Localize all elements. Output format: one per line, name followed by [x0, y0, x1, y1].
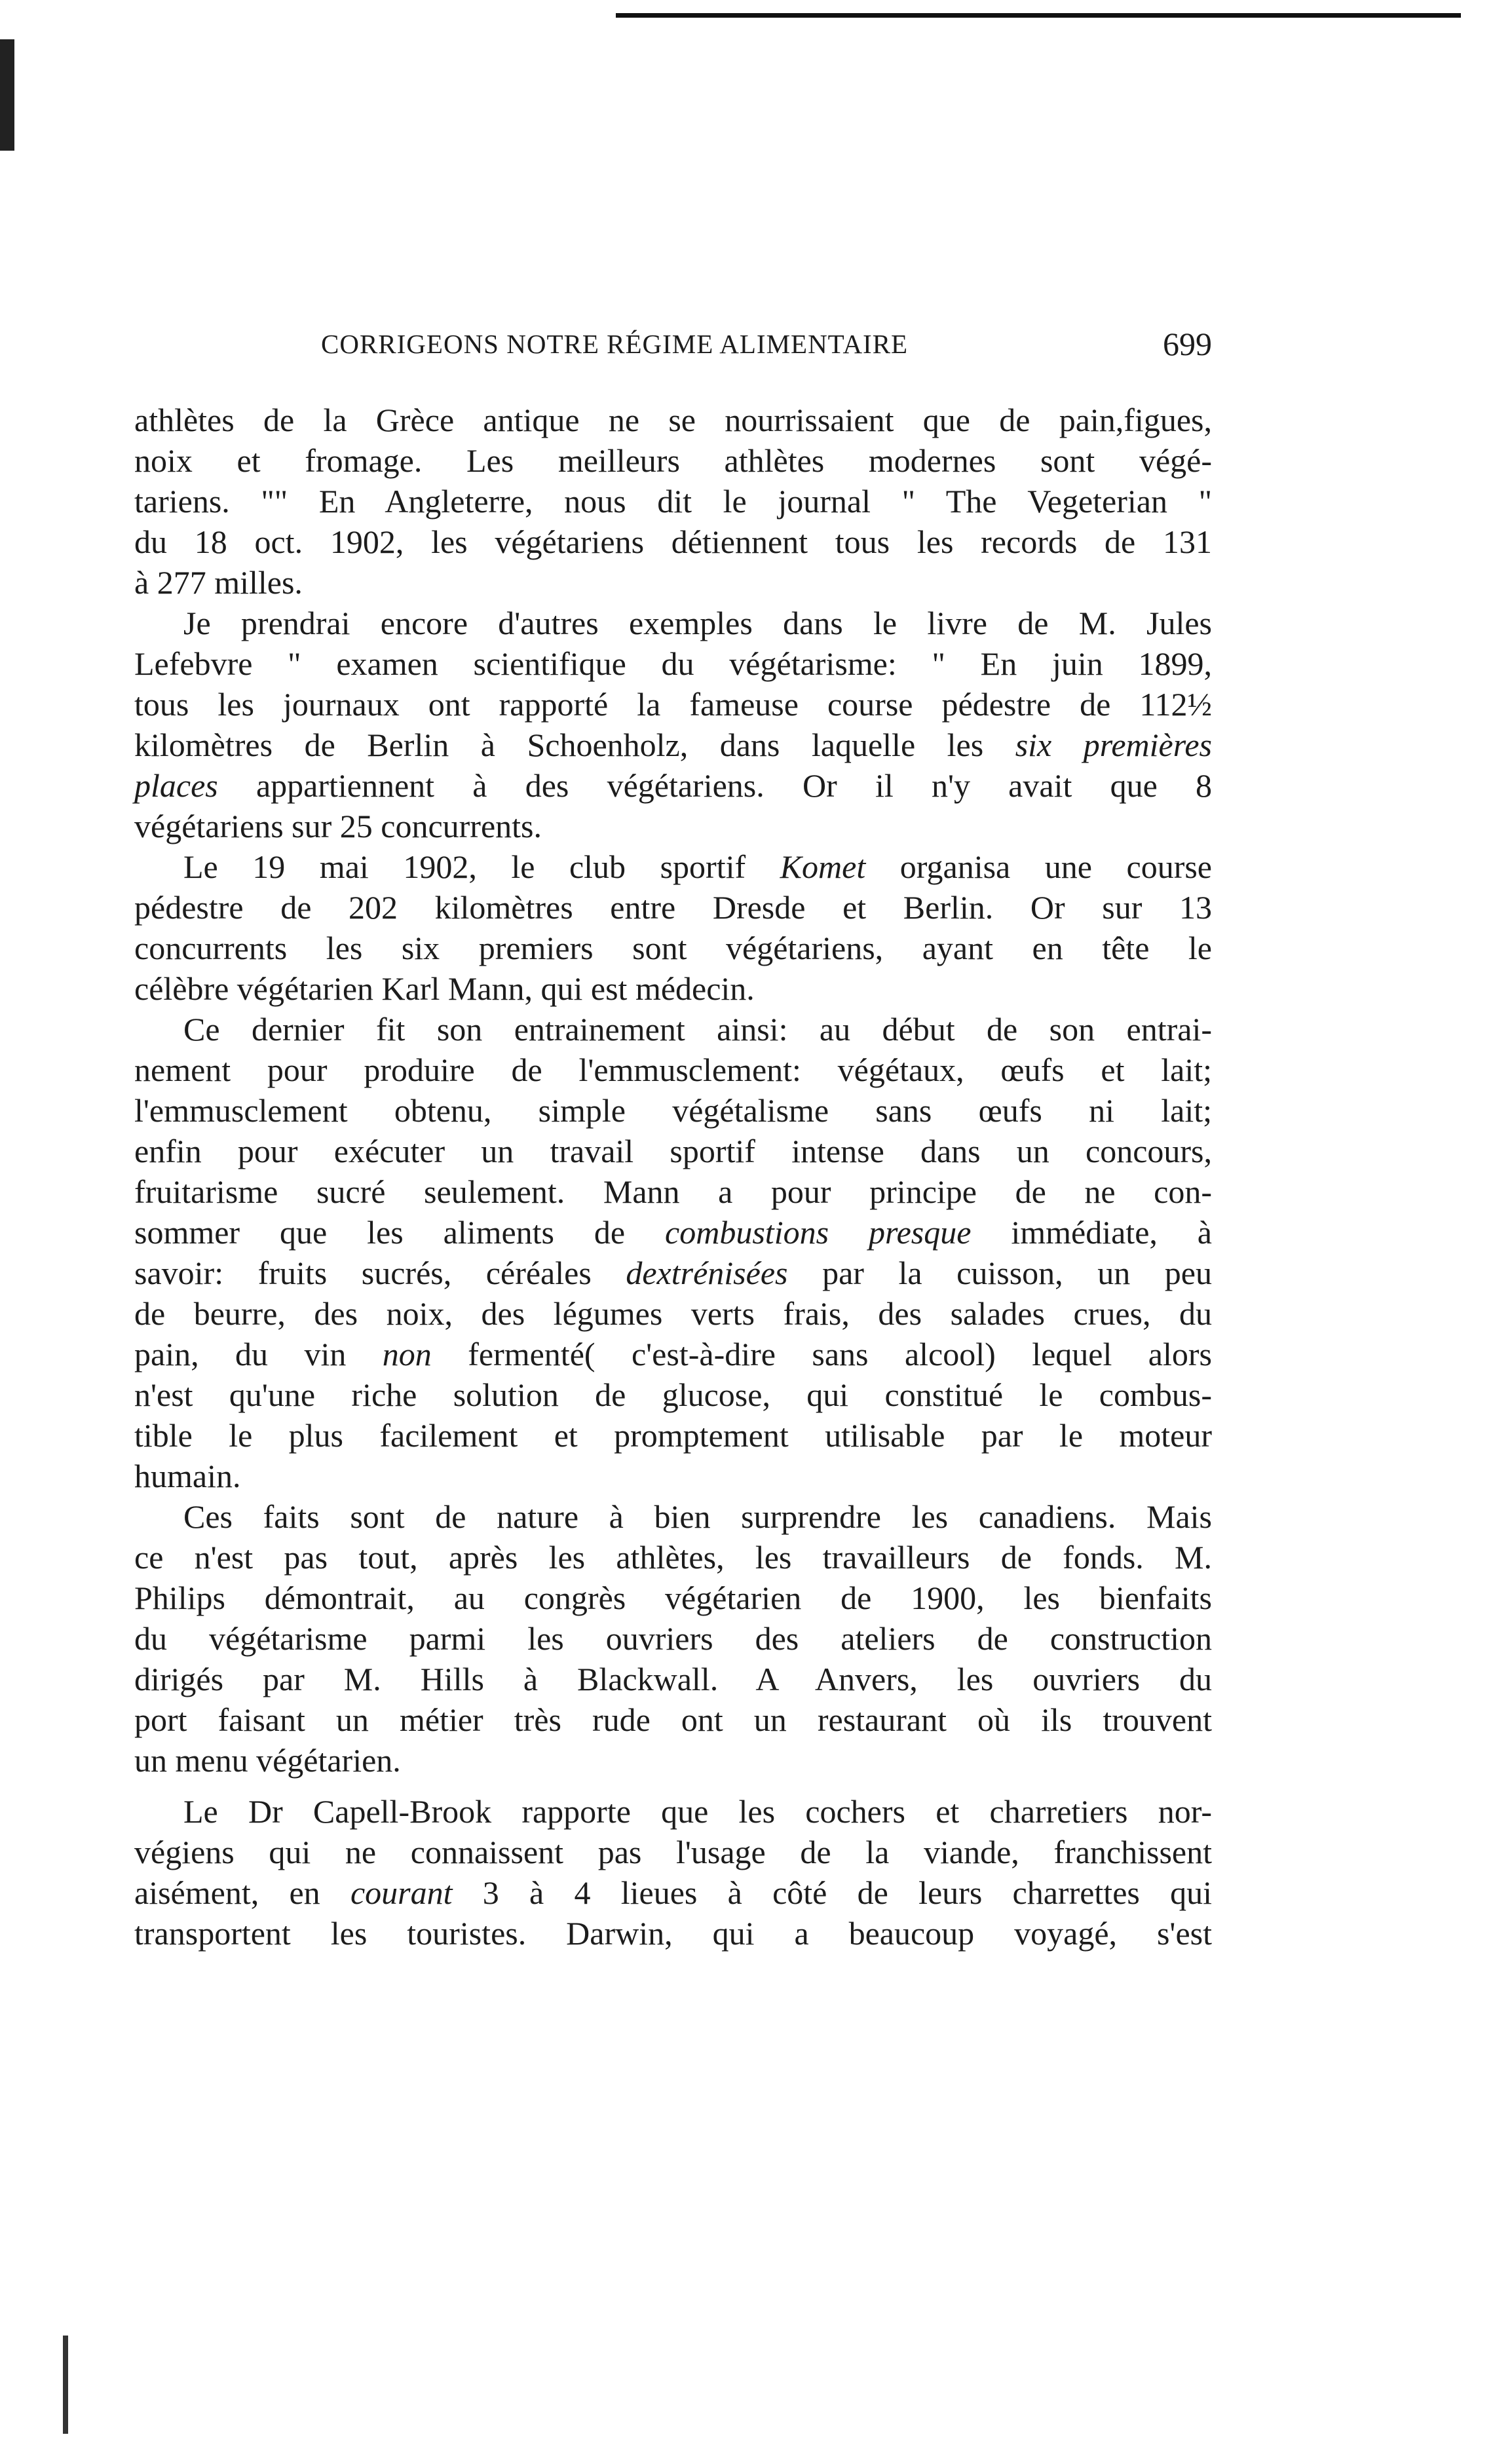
text-line: noix et fromage. Les meilleurs athlètes modernes sont végé-	[134, 442, 1212, 479]
emphasis: six premières	[1015, 727, 1212, 763]
text-run: savoir: fruits sucrés, céréales	[134, 1255, 626, 1291]
text-run: organisa une course	[865, 848, 1212, 885]
text-line: du végétarisme parmi les ouvriers des ateliers de construction	[134, 1620, 1212, 1657]
text-line: végétariens sur 25 concurrents.	[134, 808, 542, 844]
text-run: appartiennent à des végétariens. Or il n'y avait que 8	[217, 767, 1212, 804]
text-line	[134, 1212, 1212, 1253]
text-line	[134, 1872, 1212, 1913]
text-run: sommer que les aliments de	[134, 1214, 666, 1251]
text-run: pain, du vin	[134, 1336, 383, 1372]
text-run: aisément, en	[134, 1874, 350, 1911]
text-line: nement pour produire de l'emmusclement: végétaux, œufs et lait;	[134, 1051, 1212, 1088]
emphasis: combustions presque	[665, 1214, 972, 1251]
text-line: à 277 milles.	[134, 564, 303, 601]
text-line: humain.	[134, 1458, 241, 1494]
margin-mark	[63, 2336, 68, 2434]
text-run: par la cuisson, un peu	[787, 1255, 1212, 1291]
text-line: ce n'est pas tout, après les athlètes, les travailleurs de fonds. M.	[134, 1539, 1212, 1576]
text-line: tous les journaux ont rapporté la fameuse course pédestre de 112½	[134, 686, 1212, 723]
text-line: tible le plus facilement et promptement utilisable par le moteur	[134, 1417, 1212, 1454]
text-line: Je prendrai encore d'autres exemples dans le livre de M. Jules	[183, 605, 1212, 641]
text-line: pédestre de 202 kilomètres entre Dresde et Berlin. Or sur 13	[134, 889, 1212, 926]
text-run: immédiate, à	[971, 1214, 1212, 1251]
text-line: port faisant un métier très rude ont un restaurant où ils trouvent	[134, 1701, 1212, 1738]
emphasis: non	[382, 1336, 432, 1372]
text-line: du 18 oct. 1902, les végétariens détiennent tous les records de 131	[134, 523, 1212, 560]
page-header	[321, 324, 1212, 364]
emphasis: dextrénisées	[626, 1255, 788, 1291]
text-line: végiens qui ne connaissent pas l'usage de la viande, franchissent	[134, 1834, 1212, 1870]
text-run: fermenté( c'est-à-dire sans alcool) lequel alors	[431, 1336, 1212, 1372]
text-line	[134, 846, 1212, 887]
text-line: Le Dr Capell-Brook rapporte que les cochers et charretiers nor-	[183, 1793, 1212, 1830]
text-line: un menu végétarien.	[134, 1742, 401, 1779]
body-text	[134, 400, 1212, 1954]
text-line: transportent les touristes. Darwin, qui a beaucoup voyagé, s'est	[134, 1915, 1212, 1952]
text-line: n'est qu'une riche solution de glucose, qui constitué le combus-	[134, 1376, 1212, 1413]
paragraph-gap	[134, 1781, 1212, 1791]
text-line: Ces faits sont de nature à bien surprendre les canadiens. Mais	[183, 1498, 1212, 1535]
text-run: 3 à 4 lieues à côté de leurs charrettes qui	[452, 1874, 1213, 1911]
emphasis: courant	[350, 1874, 453, 1911]
text-line: de beurre, des noix, des légumes verts frais, des salades crues, du	[134, 1295, 1212, 1332]
page-number: 699	[1163, 326, 1212, 362]
text-line	[134, 725, 1212, 765]
text-line: tariens. "" En Angleterre, nous dit le journal " The Vegeterian "	[134, 483, 1212, 520]
text-line	[134, 765, 1212, 806]
text-line: célèbre végétarien Karl Mann, qui est médecin.	[134, 970, 755, 1007]
text-line: athlètes de la Grèce antique ne se nourrissaient que de pain,figues,	[134, 402, 1212, 438]
text-line	[134, 1334, 1212, 1374]
emphasis: places	[134, 767, 218, 804]
text-run: Le 19 mai 1902, le club sportif	[183, 848, 780, 885]
text-line: enfin pour exécuter un travail sportif intense dans un concours,	[134, 1133, 1212, 1169]
text-line: concurrents les six premiers sont végétariens, ayant en tête le	[134, 930, 1212, 966]
binding-shadow	[0, 39, 14, 151]
text-line: Philips démontrait, au congrès végétarien de 1900, les bienfaits	[134, 1580, 1212, 1616]
text-line	[134, 1253, 1212, 1293]
emphasis: Komet	[780, 848, 866, 885]
text-line: fruitarisme sucré seulement. Mann a pour principe de ne con-	[134, 1173, 1212, 1210]
text-run: kilomètres de Berlin à Schoenholz, dans laquelle les	[134, 727, 1015, 763]
running-title: CORRIGEONS NOTRE RÉGIME ALIMENTAIRE	[321, 329, 909, 359]
text-line: l'emmusclement obtenu, simple végétalisme sans œufs ni lait;	[134, 1092, 1212, 1129]
text-line: Ce dernier fit son entrainement ainsi: au début de son entrai-	[183, 1011, 1212, 1048]
text-line: Lefebvre " examen scientifique du végétarisme: " En juin 1899,	[134, 645, 1212, 682]
text-line: dirigés par M. Hills à Blackwall. A Anvers, les ouvriers du	[134, 1661, 1212, 1697]
top-rule	[616, 13, 1461, 18]
